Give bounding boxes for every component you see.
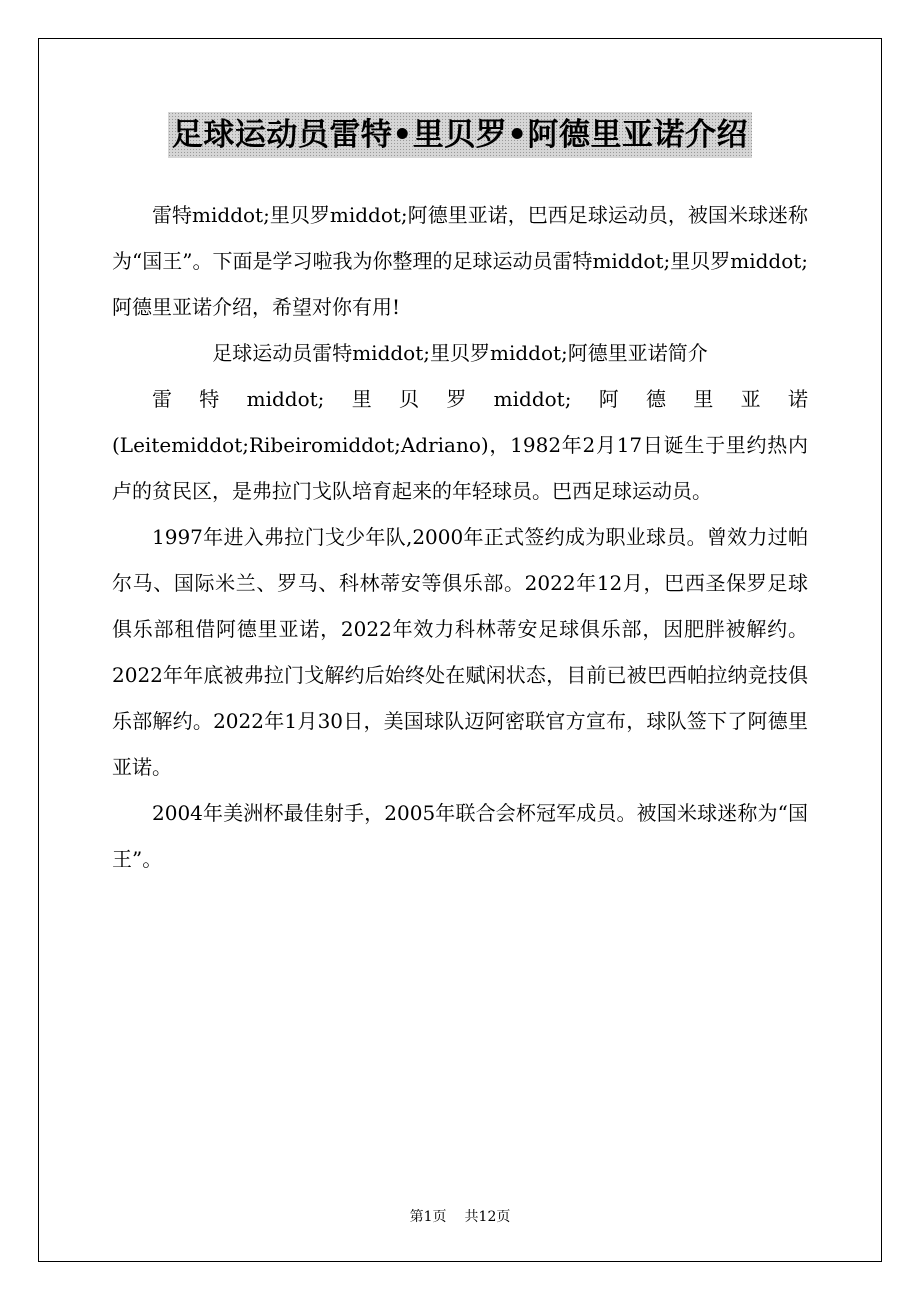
section-heading: 足球运动员雷特middot;里贝罗middot;阿德里亚诺简介 bbox=[212, 341, 708, 365]
document-title: 足球运动员雷特•里贝罗•阿德里亚诺介绍 bbox=[168, 112, 752, 158]
title-container bbox=[0, 112, 920, 158]
bio-paragraph: 雷特middot;里贝罗middot;阿德里亚诺(Leitemiddot;Ribeiromiddot;Adriano)，1982年2月17日诞生于里约热内卢的贫民区，是弗拉门戈队培育起来的年轻球员。巴西足球运动员。 bbox=[112, 387, 808, 503]
document-body bbox=[112, 192, 808, 882]
page-footer bbox=[0, 1207, 920, 1227]
intro-paragraph: 雷特middot;里贝罗middot;阿德里亚诺，巴西足球运动员，被国米球迷称为“国王”。下面是学习啦我为你整理的足球运动员雷特middot;里贝罗middot;阿德里亚诺介绍，希望对你有用! bbox=[112, 203, 809, 319]
career-paragraph: 1997年进入弗拉门戈少年队,2000年正式签约成为职业球员。曾效力过帕尔马、国际米兰、罗马、科林蒂安等俱乐部。2022年12月，巴西圣保罗足球俱乐部租借阿德里亚诺，2022年效力科林蒂安足球俱乐部，因肥胖被解约。2022年年底被弗拉门戈解约后始终处在赋闲状态，目前已被巴西帕拉纳竞技俱乐部解约。2022年1月30日，美国球队迈阿密联官方宣布，球队签下了阿德里亚诺。 bbox=[112, 525, 808, 779]
honors-paragraph: 2004年美洲杯最佳射手，2005年联合会杯冠军成员。被国米球迷称为“国王”。 bbox=[112, 801, 808, 871]
page-total: 共12页 bbox=[464, 1209, 511, 1225]
page-number: 第1页 bbox=[409, 1209, 447, 1225]
